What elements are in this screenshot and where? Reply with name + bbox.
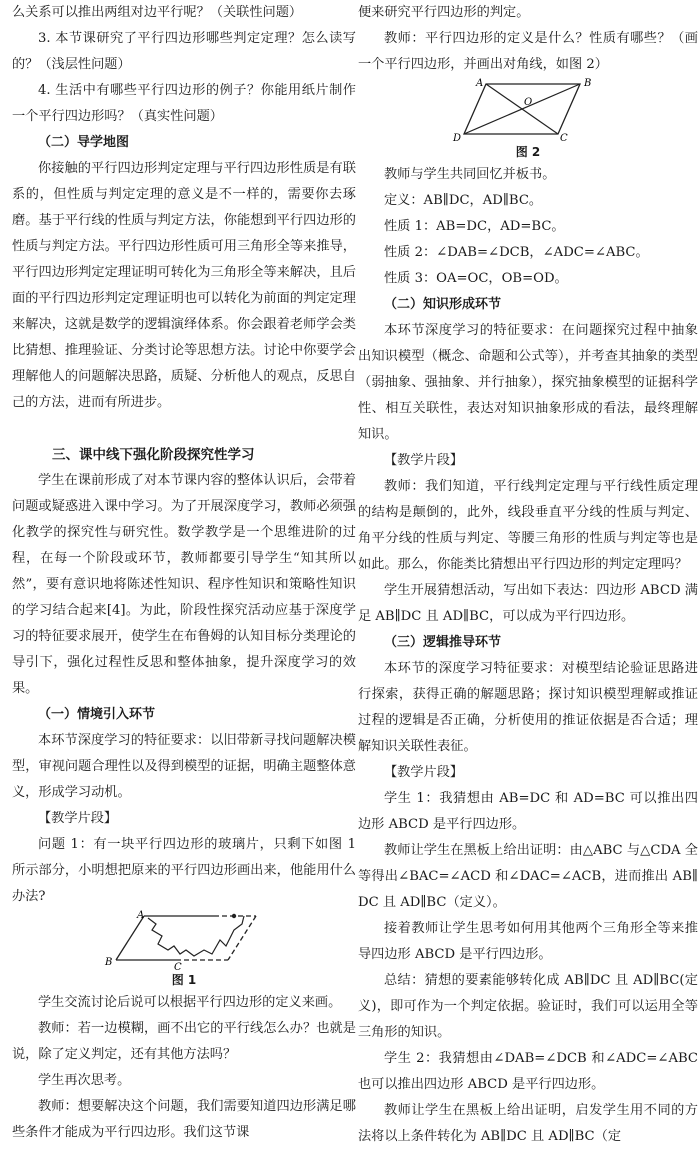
- paragraph-knowledge: 本环节深度学习的特征要求：在问题探究过程中抽象出知识模型（概念、命题和公式等），并考查其抽象的类型（弱抽象、强抽象、并行抽象），探究抽象模型的证据科学性、相互关联性，表达对知识抽象形成的看法，最终理解知识。: [358, 323, 698, 442]
- figure-1-caption: 图 1: [171, 973, 197, 987]
- fig2-diagonal-bd: [464, 84, 580, 134]
- teacher-analogy: 教师：我们知道，平行线判定定理与平行线性质定理的结构是颠倒的，此外，线段垂直平分线的性质与判定、角平分线的性质与判定、等腰三角形的性质与判定等也是如此。那么，你能类比猜想出平行四边形的判定定理吗？: [358, 479, 698, 572]
- teaching-fragment-tag-1: 【教学片段】: [38, 811, 118, 826]
- fig2-label-o: O: [524, 97, 533, 108]
- teacher-prompt: 接着教师让学生思考如何用其他两个三角形全等来推导四边形 ABCD 是平行四边形。: [358, 921, 698, 962]
- paragraph-logic: 本环节的深度学习特征要求：对模型结论验证思路进行探索，获得正确的解题思路；探讨知识模型理解或推证过程的逻辑是否正确，分析使用的推证依据是否合适；理解知识关联性表征。: [358, 661, 698, 754]
- question-4: 4. 生活中有哪些平行四边形的例子？你能用纸片制作一个平行四边形吗？（真实性问题）: [12, 83, 356, 124]
- fig1-dot: [232, 914, 236, 918]
- section-heading-intro: （一）情境引入环节: [38, 707, 156, 722]
- summary: 总结：猜想的要素能够转化成 AB∥DC 且 AD∥BC(定义)，即可作为一个判定依据。验证时，我们可以运用全等三角形的知识。: [358, 973, 698, 1040]
- paragraph-continued-right: 便来研究平行四边形的判定。: [358, 5, 530, 20]
- section-heading-3: 三、课中线下强化阶段探究性学习: [52, 447, 255, 463]
- paragraph-continued: 么关系可以推出两组对边平行呢？（关联性问题）: [12, 5, 303, 20]
- figure-2-diagram: [448, 78, 608, 142]
- fig1-left-edge: [116, 916, 144, 960]
- property-1: 性质 1：AB=DC，AD=BC。: [384, 219, 565, 234]
- teacher-explain: 教师：想要解决这个问题，我们需要知道四边形满足哪些条件才能成为平行四边形。我们这节课: [12, 1099, 356, 1140]
- student-2-guess: 学生 2：我猜想由∠DAB=∠DCB 和∠ADC=∠ABC 也可以推出四边形 ABCD 是平行四边形。: [358, 1051, 698, 1092]
- teaching-fragment-tag-3: 【教学片段】: [384, 765, 464, 780]
- property-2: 性质 2：∠DAB=∠DCB，∠ADC=∠ABC。: [384, 245, 649, 260]
- paragraph-guide-map: 你接触的平行四边形判定定理与平行四边形性质是有联系的，但性质与判定定理的意义是不一样的，需要你去琢磨。基于平行线的性质与判定方法，你能想到平行四边形的性质与判定方法。平行四边形性质可用三角形全等来推导，平行四边形判定定理证明可转化为三角形全等来解决，且后面的平行四边形判定定理证明也可以转化为前面的判定定理来解决，这就是数学的逻辑演绎体系。你会跟着老师学会类比猜想、推理验证、分类讨论等思想方法。讨论中你要学会理解他人的问题解决思路，质疑、分析他人的观点，反思自己的方法，进而有所进步。: [12, 161, 356, 410]
- teacher-proof-1: 教师让学生在黑板上给出证明：由△ABC 与△CDA 全等得出∠BAC=∠ACD 和∠DAC=∠ACB，进而推出 AB∥DC 且 AD∥BC（定义）。: [358, 843, 698, 910]
- fig1-label-a: A: [137, 910, 145, 921]
- fig1-label-c: C: [174, 962, 182, 970]
- fig1-broken-edge: [148, 916, 244, 956]
- teaching-fragment-tag-2: 【教学片段】: [384, 453, 464, 468]
- fig2-label-c: C: [560, 133, 568, 142]
- left-column: [12, 0, 356, 1146]
- section-heading-knowledge: （二）知识形成环节: [384, 297, 502, 312]
- teacher-definition-question: 教师：平行四边形的定义是什么？性质有哪些？（画一个平行四边形，并画出对角线，如图 2）: [358, 31, 698, 72]
- property-3: 性质 3：OA=OC，OB=OD。: [384, 271, 568, 286]
- student-guess: 学生开展猜想活动，写出如下表达：四边形 ABCD 满足 AB∥DC 且 AD∥BC，可以成为平行四边形。: [358, 583, 698, 624]
- student-1-guess: 学生 1：我猜想由 AB=DC 和 AD=BC 可以推出四边形 ABCD 是平行四边形。: [358, 791, 698, 832]
- student-think: 学生再次思考。: [38, 1073, 131, 1088]
- section-heading-guide-map: （二）导学地图: [38, 135, 130, 150]
- figure-2-caption: 图 2: [515, 145, 541, 159]
- figure-1-diagram: [94, 910, 274, 970]
- spacer: [12, 416, 356, 442]
- teacher-proof-2: 教师让学生在黑板上给出证明，启发学生用不同的方法将以上条件转化为 AB∥DC 且 AD∥BC（定: [358, 1103, 698, 1144]
- fig2-label-d: D: [453, 133, 462, 142]
- paragraph-intro: 本环节深度学习的特征要求：以旧带新寻找问题解决模型，审视问题合理性以及得到模型的证据，明确主题整体意义，形成学习动机。: [12, 733, 356, 800]
- right-column: [358, 0, 698, 1150]
- fig2-label-b: B: [584, 78, 592, 89]
- paragraph-section-3: 学生在课前形成了对本节课内容的整体认识后，会带着问题或疑惑进入课中学习。为了开展深度学习，教师必须强化教学的探究性与研究性。数学教学是一个思维进阶的过程，在每一个阶段或环节，教师都要引导学生“知其所以然”，要有意识地将陈述性知识、程序性知识和策略性知识的学习结合起来[4]。为此，阶段性探究活动应基于深度学习的特征要求展开，使学生在布鲁姆的认知目标分类理论的导引下，强化过程性反思和整体抽象，提升深度学习的效果。: [12, 473, 356, 696]
- teacher-question: 教师：若一边模糊，画不出它的平行线怎么办？也就是说，除了定义判定，还有其他方法吗？: [12, 1021, 356, 1062]
- paragraph-after-fig1: 学生交流讨论后说可以根据平行四边形的定义来画。: [38, 995, 342, 1010]
- definition-line: 定义：AB∥DC，AD∥BC。: [384, 193, 543, 208]
- question-3: 3. 本节课研究了平行四边形哪些判定定理？怎么读写的？（浅层性问题）: [12, 31, 356, 72]
- fig2-label-a: A: [476, 78, 484, 89]
- fig1-label-b: B: [105, 957, 113, 968]
- section-heading-logic: （三）逻辑推导环节: [384, 635, 502, 650]
- recall-line: 教师与学生共同回忆并板书。: [384, 167, 556, 182]
- problem-1: 问题 1：有一块平行四边形的玻璃片，只剩下如图 1 所示部分，小明想把原来的平行四边形画出来，他能用什么办法?: [12, 837, 356, 904]
